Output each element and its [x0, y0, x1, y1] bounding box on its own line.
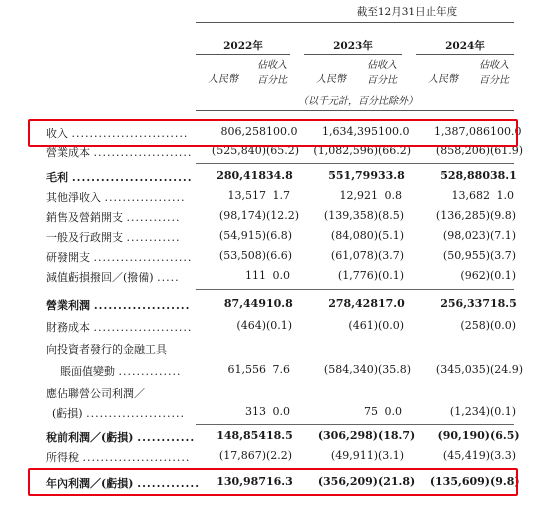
- cell-pct-2023: 0.8: [384, 189, 402, 202]
- header-bottom-rule: [196, 110, 514, 111]
- cell-pct-2024: 38.1: [490, 169, 517, 182]
- cell-pct-2023: (0.0): [378, 319, 405, 332]
- table-row-admin-expenses: [0, 228, 554, 247]
- cell-pct-2024: 100.0: [490, 125, 522, 138]
- year-2023-rule: [304, 54, 402, 55]
- row-label: 銷售及營銷開支 ............: [46, 211, 181, 224]
- col-pct-2023-l1: 佔收入: [367, 60, 397, 71]
- cell-pct-2022: (2.2): [266, 449, 293, 462]
- cell-pct-2023: (5.1): [378, 229, 405, 242]
- table-row-operating-profit: [0, 296, 554, 315]
- cell-pct-2022: 100.0: [266, 125, 298, 138]
- row-divider: [196, 163, 514, 164]
- header-rule: [196, 22, 514, 23]
- cell-rmb-2024: (258): [460, 319, 490, 332]
- cell-rmb-2024: (90,190): [437, 429, 490, 442]
- net-profit-highlight-box: [28, 468, 518, 496]
- cell-pct-2022: 16.3: [266, 475, 293, 488]
- cell-rmb-2022: 87,449: [223, 297, 266, 310]
- cell-pct-2023: 0.0: [384, 405, 402, 418]
- cell-pct-2023: (3.7): [378, 249, 405, 262]
- cell-pct-2024: (7.1): [490, 229, 517, 242]
- row-label: 稅前利潤／(虧損) ............: [46, 431, 196, 444]
- col-rmb-2022: 人民幣: [208, 74, 238, 85]
- cell-rmb-2022: (464): [236, 319, 266, 332]
- year-2022: 2022年: [223, 40, 263, 52]
- cell-rmb-2022: 111: [245, 269, 266, 282]
- cell-pct-2024: (0.1): [490, 269, 517, 282]
- cell-pct-2023: (3.1): [378, 449, 405, 462]
- cell-rmb-2024: (858,206): [435, 144, 490, 157]
- table-row-finance-costs: [0, 318, 554, 337]
- cell-rmb-2023: (139,358): [323, 209, 378, 222]
- cell-pct-2022: (6.6): [266, 249, 293, 262]
- cell-pct-2024: 18.5: [490, 297, 517, 310]
- cell-pct-2024: 1.0: [496, 189, 514, 202]
- year-2024: 2024年: [445, 40, 485, 52]
- cell-pct-2024: (6.5): [490, 429, 520, 442]
- cell-pct-2023: 17.0: [378, 297, 405, 310]
- col-rmb-2023: 人民幣: [316, 74, 346, 85]
- cell-pct-2022: (65.2): [266, 144, 300, 157]
- cell-pct-2022: 0.0: [272, 269, 290, 282]
- col-pct-2024-l2: 百分比: [479, 75, 509, 86]
- cell-rmb-2024: 256,337: [440, 297, 490, 310]
- cell-rmb-2024: (45,419): [442, 449, 490, 462]
- row-divider: [196, 289, 514, 290]
- cell-rmb-2022: 313: [245, 405, 266, 418]
- cell-pct-2022: 34.8: [266, 169, 293, 182]
- row-label: 年內利潤／(虧損) .............: [46, 477, 201, 490]
- col-pct-2024-l1: 佔收入: [479, 60, 509, 71]
- cell-rmb-2022: (525,840): [211, 144, 266, 157]
- cell-pct-2023: (66.2): [378, 144, 412, 157]
- row-label: 所得稅 ........................: [46, 451, 191, 464]
- cell-rmb-2023: (49,911): [330, 449, 378, 462]
- cell-rmb-2022: 130,987: [216, 475, 266, 488]
- row-label: 收入 ..........................: [46, 127, 189, 140]
- revenue-highlight-box: [28, 119, 522, 147]
- row-label: 向投資者發行的金融工具: [46, 343, 167, 356]
- table-row-associates-loss: [0, 404, 554, 423]
- cell-rmb-2023: (1,082,596): [313, 144, 378, 157]
- cell-rmb-2023: 75: [364, 405, 378, 418]
- table-row-impairment: [0, 268, 554, 287]
- cell-rmb-2023: (356,209): [317, 475, 378, 488]
- cell-pct-2023: 100.0: [378, 125, 410, 138]
- cell-pct-2024: (3.3): [490, 449, 517, 462]
- cell-rmb-2023: (584,340): [323, 363, 378, 376]
- table-row-income-tax: [0, 448, 554, 467]
- row-label: 財務成本 ......................: [46, 321, 193, 334]
- cell-rmb-2023: 278,428: [328, 297, 378, 310]
- row-divider: [196, 424, 514, 425]
- cell-rmb-2022: (53,508): [218, 249, 266, 262]
- period-header: 截至12月31日止年度: [356, 6, 458, 18]
- table-row-associates-l1: [0, 384, 554, 403]
- row-label: 其他淨收入 ..................: [46, 191, 186, 204]
- cell-rmb-2023: (84,080): [330, 229, 378, 242]
- cell-pct-2023: 33.8: [378, 169, 405, 182]
- year-2024-rule: [416, 54, 514, 55]
- row-label: 營業利潤 ....................: [46, 299, 191, 312]
- cell-rmb-2024: 13,682: [451, 189, 490, 202]
- row-label: 一般及行政開支 ............: [46, 231, 181, 244]
- row-label: 營業成本 ......................: [46, 146, 193, 159]
- cell-rmb-2022: 13,517: [227, 189, 266, 202]
- col-pct-2022-l2: 百分比: [257, 75, 287, 86]
- cell-pct-2023: (35.8): [378, 363, 412, 376]
- cell-pct-2023: (21.8): [378, 475, 416, 488]
- cell-rmb-2023: 1,634,395: [322, 125, 378, 138]
- cell-pct-2022: (12.2): [266, 209, 300, 222]
- col-pct-2022-l1: 佔收入: [257, 60, 287, 71]
- cell-pct-2022: (6.8): [266, 229, 293, 242]
- table-row-fin-instruments-change: [0, 362, 554, 381]
- col-pct-2023-l2: 百分比: [367, 75, 397, 86]
- table-row-rd-expenses: [0, 248, 554, 267]
- cell-pct-2023: (18.7): [378, 429, 416, 442]
- cell-pct-2022: 0.0: [272, 405, 290, 418]
- cell-pct-2024: (3.7): [490, 249, 517, 262]
- cell-rmb-2024: (345,035): [435, 363, 490, 376]
- cell-pct-2022: 7.6: [272, 363, 290, 376]
- cell-rmb-2023: (461): [348, 319, 378, 332]
- cell-pct-2022: 10.8: [266, 297, 293, 310]
- row-label: 研發開支 ......................: [46, 251, 193, 264]
- cell-rmb-2022: (98,174): [218, 209, 266, 222]
- cell-pct-2022: 1.7: [272, 189, 290, 202]
- table-row-fin-instruments-l1: [0, 340, 554, 359]
- table-row-other-net-income: [0, 188, 554, 207]
- table-row-selling-expenses: [0, 208, 554, 227]
- cell-pct-2022: (0.1): [266, 319, 293, 332]
- cell-rmb-2022: 148,854: [216, 429, 266, 442]
- cell-pct-2022: 18.5: [266, 429, 293, 442]
- cell-pct-2024: (61.9): [490, 144, 524, 157]
- cell-rmb-2023: (1,776): [337, 269, 378, 282]
- year-2023: 2023年: [333, 40, 373, 52]
- cell-rmb-2024: (98,023): [442, 229, 490, 242]
- cell-rmb-2024: 528,880: [440, 169, 490, 182]
- cell-rmb-2023: (61,078): [330, 249, 378, 262]
- cell-pct-2024: (24.9): [490, 363, 524, 376]
- cell-pct-2024: (9.8): [490, 475, 520, 488]
- cell-rmb-2024: (1,234): [449, 405, 490, 418]
- row-label: 賬面值變動 ..............: [60, 365, 182, 378]
- cell-rmb-2024: (135,609): [429, 475, 490, 488]
- cell-pct-2024: (9.8): [490, 209, 517, 222]
- cell-rmb-2022: 806,258: [220, 125, 266, 138]
- cell-rmb-2024: (962): [460, 269, 490, 282]
- col-rmb-2024: 人民幣: [428, 74, 458, 85]
- cell-rmb-2024: 1,387,086: [434, 125, 490, 138]
- units-note: （以千元計，百分比除外）: [298, 96, 418, 107]
- row-label: 毛利 .........................: [46, 171, 193, 184]
- cell-rmb-2023: 12,921: [339, 189, 378, 202]
- row-label: 減值虧損撥回／(撥備) .....: [46, 271, 180, 284]
- cell-rmb-2022: 280,418: [216, 169, 266, 182]
- cell-rmb-2022: (17,867): [218, 449, 266, 462]
- cell-rmb-2024: (136,285): [435, 209, 490, 222]
- cell-pct-2024: (0.1): [490, 405, 517, 418]
- cell-rmb-2023: (306,298): [317, 429, 378, 442]
- cell-rmb-2022: (54,915): [218, 229, 266, 242]
- table-row-gross-profit: [0, 168, 554, 187]
- row-label: (虧損) ......................: [52, 407, 186, 420]
- cell-pct-2023: (0.1): [378, 269, 405, 282]
- cell-rmb-2022: 61,556: [227, 363, 266, 376]
- cell-pct-2023: (8.5): [378, 209, 405, 222]
- row-label: 應佔聯營公司利潤／: [46, 387, 145, 400]
- year-2022-rule: [196, 54, 290, 55]
- cell-rmb-2023: 551,799: [328, 169, 378, 182]
- cell-rmb-2024: (50,955): [442, 249, 490, 262]
- table-row-pretax-profit: [0, 428, 554, 447]
- cell-pct-2024: (0.0): [490, 319, 517, 332]
